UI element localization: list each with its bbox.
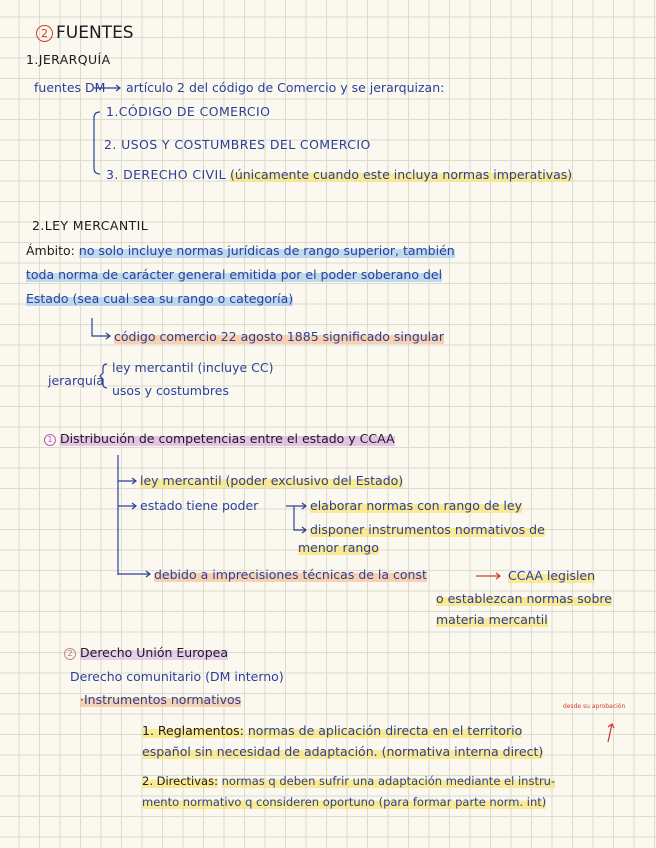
ue-bullet <box>80 692 241 708</box>
section-number-badge: 2 <box>36 25 53 42</box>
branch-imprecisiones <box>154 567 427 583</box>
branch-elaborar-text: elaborar normas con rango de ley <box>310 498 522 513</box>
section-title <box>36 22 134 44</box>
ley-jerarquia-item-1: ley mercantil (incluye CC) <box>112 360 274 375</box>
ley-mercantil-heading: 2.LEY MERCANTIL <box>32 218 149 233</box>
ccaa-line-1-text: CCAA legislen <box>508 568 596 583</box>
branch-menor-rango <box>298 540 379 556</box>
directivas-label: 2. Directivas: <box>142 774 218 788</box>
jerarquia-item-3-label: 3. DERECHO CIVIL <box>106 167 226 182</box>
ley-jerarquia-item-2: usos y costumbres <box>112 383 229 398</box>
branch-imprecisiones-text: debido a imprecisiones técnicas de la const <box>154 567 427 582</box>
ccaa-line-2 <box>436 591 612 607</box>
jerarquia-item-1: 1.CÓDIGO DE COMERCIO <box>106 104 271 119</box>
reglamentos-line-2 <box>142 744 543 760</box>
ccaa-line-3 <box>436 612 548 628</box>
jerarquia-item-3-note: (únicamente cuando este incluya normas imperativas) <box>229 167 573 182</box>
directivas-line-1 <box>142 773 555 789</box>
jerarquia-item-3 <box>106 167 572 183</box>
side-note: desde su aprobación <box>563 703 626 710</box>
branch-elaborar <box>310 498 522 514</box>
ambito-line-2 <box>26 267 442 283</box>
branch-menor-rango-text: menor rango <box>298 540 379 555</box>
jerarquia-heading: 1.JERARQUÍA <box>26 52 111 67</box>
branch-estado-poder: estado tiene poder <box>140 498 259 513</box>
directivas-line-2 <box>142 794 546 810</box>
reglamentos-line-1 <box>142 723 522 739</box>
jerarquia-intro: artículo 2 del código de Comercio y se jerarquizan: <box>126 80 445 95</box>
ambito-text-2: toda norma de carácter general emitida por el poder soberano del <box>26 267 443 282</box>
ccaa-line-3-text: materia mercantil <box>436 612 548 627</box>
distribucion-title <box>44 431 395 447</box>
branch-disponer <box>310 522 545 538</box>
section-title-text: FUENTES <box>56 23 134 43</box>
ccaa-line-2-text: o establezcan normas sobre <box>436 591 612 606</box>
reglamentos-text-2: español sin necesidad de adaptación. (normativa interna direct) <box>142 744 544 759</box>
ambito-text-3: Estado (sea cual sea su rango o categoría) <box>26 291 294 306</box>
ambito-label: Ámbito: <box>26 243 75 258</box>
directivas-text-1: normas q deben sufrir una adaptación mediante el instru- <box>221 774 556 788</box>
ue-subtitle: Derecho comunitario (DM interno) <box>70 669 284 684</box>
branch-ley-mercantil-text: ley mercantil (poder exclusivo del Estado) <box>140 473 404 488</box>
ambito-line-1 <box>26 243 455 259</box>
ambito-line-3 <box>26 291 293 307</box>
ue-title <box>64 645 228 661</box>
ambito-text-1: no solo incluye normas jurídicas de rango superior, también <box>78 243 455 258</box>
ue-bullet-text: ·Instrumentos normativos <box>80 692 242 707</box>
ue-title-text: Derecho Unión Europea <box>80 645 228 660</box>
codigo-comercio-note <box>114 329 444 345</box>
distribucion-number-badge: 1 <box>44 434 56 446</box>
codigo-comercio-note-text: código comercio 22 agosto 1885 significado singular <box>114 329 444 344</box>
fuentes-dm-label: fuentes DM <box>34 80 106 95</box>
reglamentos-label: 1. Reglamentos: <box>142 723 244 738</box>
directivas-text-2: mento normativo q consideren oportuno (para formar parte norm. int) <box>142 795 547 809</box>
branch-ley-mercantil <box>140 473 403 489</box>
jerarquia-item-2: 2. USOS Y COSTUMBRES DEL COMERCIO <box>104 137 371 152</box>
ccaa-line-1 <box>508 568 595 584</box>
distribucion-title-text: Distribución de competencias entre el estado y CCAA <box>60 431 395 446</box>
branch-disponer-text: disponer instrumentos normativos de <box>310 522 545 537</box>
ue-number-badge: 2 <box>64 648 76 660</box>
jerarquia-label: jerarquía <box>48 373 104 388</box>
reglamentos-text-1: normas de aplicación directa en el territorio <box>247 723 523 738</box>
